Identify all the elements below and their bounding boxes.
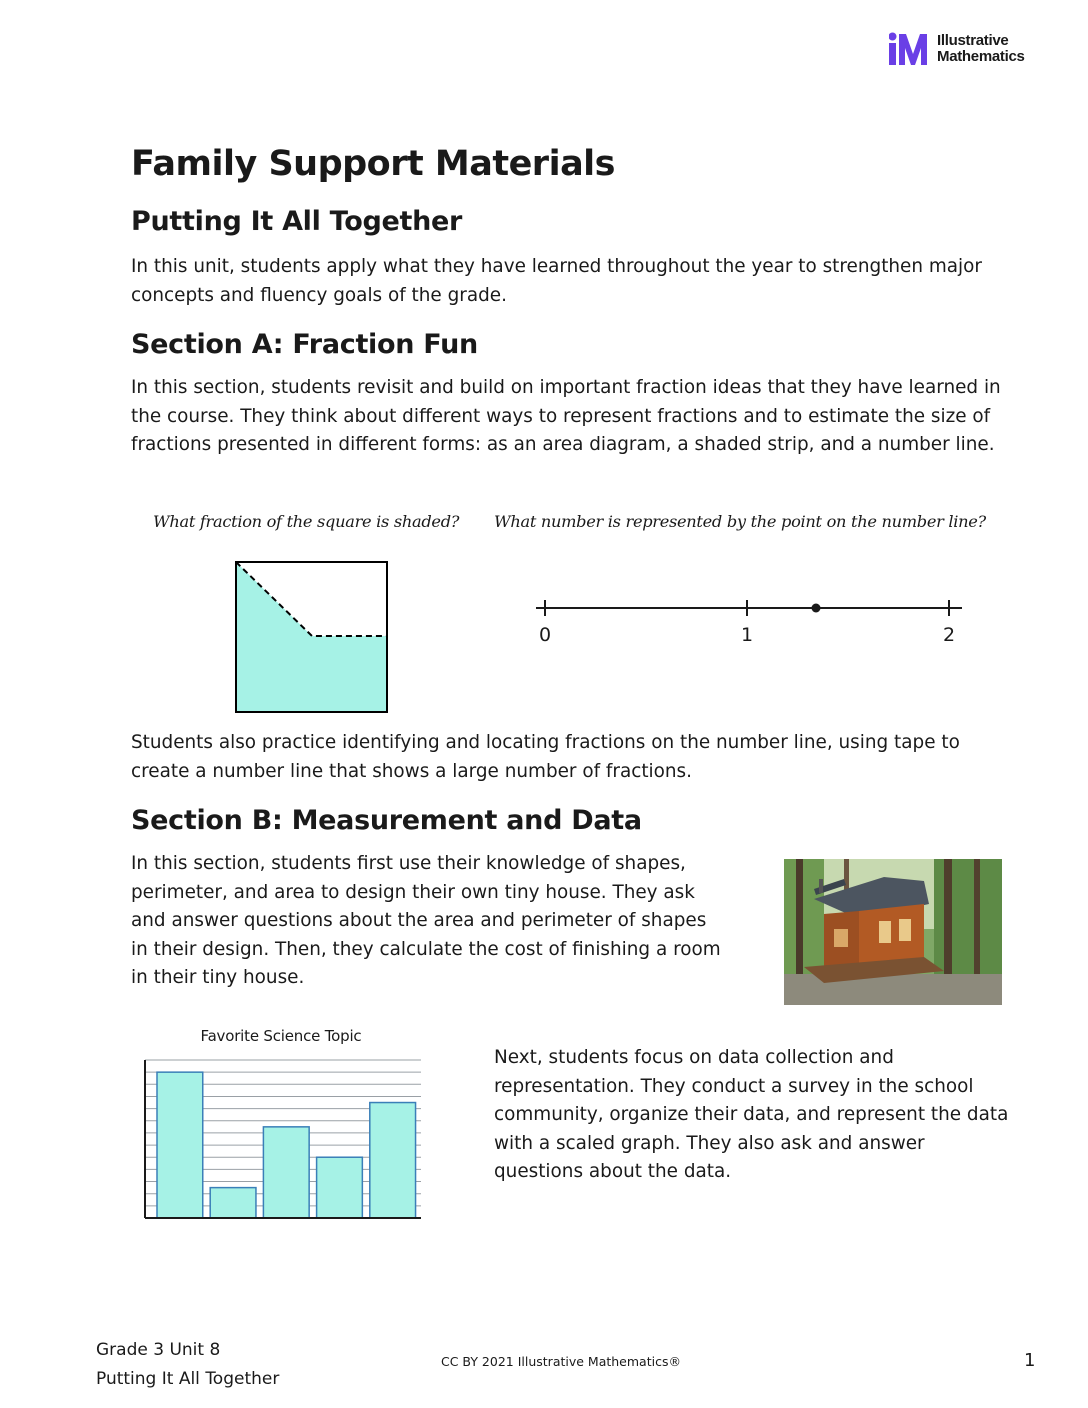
footer-unit: Grade 3 Unit 8: [96, 1340, 221, 1360]
tick-label-0: 0: [538, 624, 552, 646]
section-a-heading: Section A: Fraction Fun: [131, 329, 478, 360]
intro-heading: Putting It All Together: [131, 206, 463, 237]
section-a-body: In this section, students revisit and build on important fraction ideas that they have learned in the course. They think about different ways to represent fractions and to estimate the size of fractions presented in different forms: as an area diagram, a shaded strip, and a number line.: [131, 377, 1001, 456]
section-b-body: In this section, students first use their knowledge of shapes, perimeter, and area to design their own tiny house. They ask and answer questions about the area and perimeter of shapes in their design. Then, they calculate the cost of finishing a room in their tiny house.: [131, 853, 721, 989]
square-caption: What fraction of the square is shaded?: [153, 512, 460, 531]
numberline-caption: What number is represented by the point on the number line?: [494, 512, 986, 531]
page-number: 1: [1024, 1350, 1036, 1371]
number-line: [530, 592, 970, 652]
logo-line-2: Mathematics: [937, 48, 1025, 65]
footer-unit-title: Putting It All Together: [96, 1369, 280, 1389]
footer-unit-info: [96, 1336, 279, 1394]
bar-5: [370, 1103, 416, 1218]
section-b-body-2: Next, students focus on data collection and representation. They conduct a survey in the school community, organize their data, and represent the data with a scaled graph. They also ask and answer questions about the data.: [494, 1047, 1009, 1183]
intro-body: In this unit, students apply what they have learned throughout the year to strengthen major concepts and fluency goals of the grade.: [131, 256, 982, 306]
bar-1: [157, 1072, 203, 1218]
logo-wordmark: [937, 33, 1025, 65]
im-logo-icon: [889, 32, 931, 66]
logo-line-1: Illustrative: [937, 32, 1009, 49]
footer-copyright: CC BY 2021 Illustrative Mathematics®: [441, 1354, 681, 1369]
tick-label-1: 1: [740, 624, 754, 646]
shaded-square-diagram: [230, 556, 396, 720]
bar-2: [210, 1188, 256, 1218]
bar-3: [263, 1127, 309, 1218]
number-line-point: [812, 604, 821, 613]
tiny-house-photo: [784, 859, 1002, 1005]
bar-chart: [140, 1058, 424, 1222]
chart-title: Favorite Science Topic: [200, 1027, 362, 1045]
tick-label-2: 2: [942, 624, 956, 646]
section-b-heading: Section B: Measurement and Data: [131, 805, 642, 836]
illustrative-mathematics-logo: [889, 32, 1049, 68]
section-a-body-2: Students also practice identifying and locating fractions on the number line, using tape to create a number line that shows a large number of fractions.: [131, 732, 960, 782]
bar-4: [317, 1157, 363, 1218]
page-title: Family Support Materials: [131, 144, 616, 184]
